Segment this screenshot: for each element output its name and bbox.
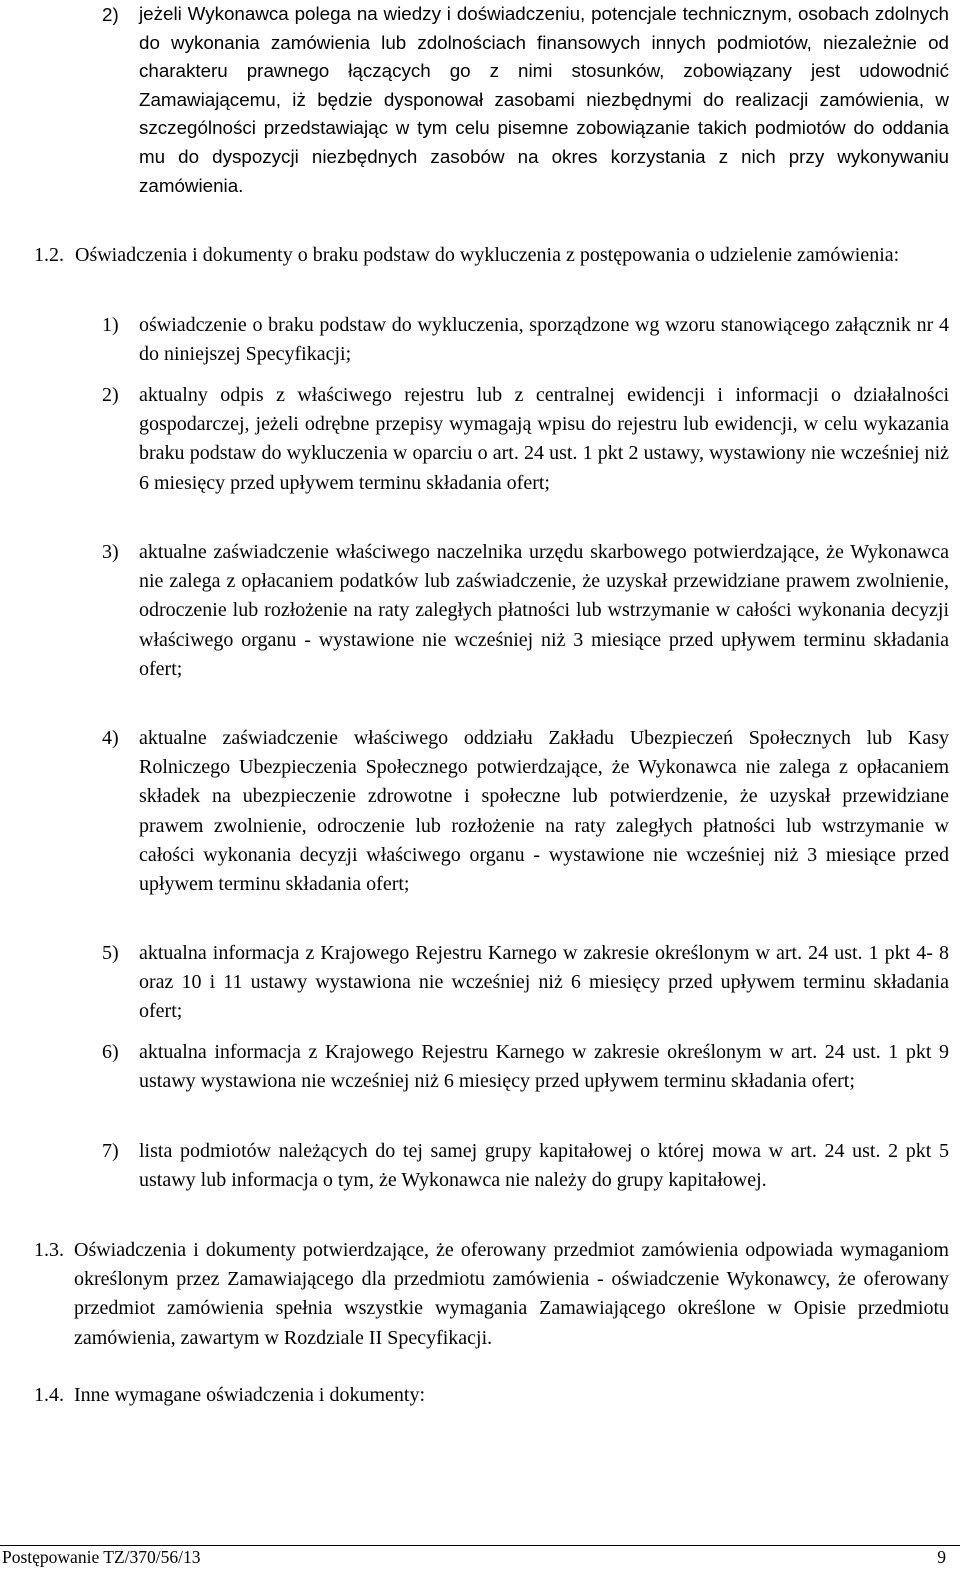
footer-reference: Postępowanie TZ/370/56/13: [2, 1547, 201, 1567]
list-item: aktualne zaświadczenie właściwego naczelnika urzędu skarbowego potwierdzające, że Wykonawca nie zalega z opłacaniem podatków lub zaświadczenie, że uzyskał przewidziane prawem zwolnienie, odroczenie lub rozłożenie na raty zaległych płatności lub wstrzymanie w całości wykonania decyzji właściwego organu - wystawione nie wcześniej niż 3 miesiące przed upływem terminu składania ofert;: [139, 541, 949, 680]
list-item-number: 2): [102, 384, 119, 406]
list-item-number: 6): [102, 1041, 119, 1063]
list-item-number: 4): [102, 727, 119, 749]
list-item: aktualna informacja z Krajowego Rejestru Karnego w zakresie określonym w art. 24 ust. 1 pkt 4- 8 oraz 10 i 11 ustawy wystawiona nie wcześniej niż 6 miesięcy przed upływem terminu składania ofert;: [139, 942, 949, 1023]
list-item-number: 3): [102, 541, 119, 563]
list-item: aktualny odpis z właściwego rejestru lub z centralnej ewidencji i informacji o działalności gospodarczej, jeżeli odrębne przepisy wymagają wpisu do rejestru lub ewidencji, w celu wykazania braku podstaw do wykluczenia w oparciu o art. 24 ust. 1 pkt 2 ustawy, wystawiony nie wcześniej niż 6 miesięcy przed upływem terminu składania ofert;: [139, 384, 949, 494]
section-1-4-number: 1.4.: [34, 1384, 64, 1406]
item-2-number: 2): [102, 4, 119, 25]
section-1-2-number: 1.2.: [34, 244, 64, 266]
list-item-number: 5): [102, 942, 119, 964]
list-item: oświadczenie o braku podstaw do wykluczenia, sporządzone wg wzoru stanowiącego załącznik nr 4 do niniejszej Specyfikacji;: [139, 314, 949, 366]
section-1-4-text: Inne wymagane oświadczenia i dokumenty:: [74, 1384, 425, 1406]
section-1-2-heading: Oświadczenia i dokumenty o braku podstaw do wykluczenia z postępowania o udzielenie zamówienia:: [75, 244, 900, 266]
item-2-text: jeżeli Wykonawca polega na wiedzy i doświadczeniu, potencjale technicznym, osobach zdolnych do wykonania zamówienia lub zdolnościach finansowych innych podmiotów, niezależnie od charakteru prawnego łączących go z nimi stosunków, zobowiązany jest udowodnić Zamawiającemu, iż będzie dysponował zasobami niezbędnymi do realizacji zamówienia, w szczególności przedstawiając w tym celu pisemne zobowiązanie takich podmiotów do oddania mu do dyspozycji niezbędnych zasobów na okres korzystania z nich przy wykonywaniu zamówienia.: [139, 3, 949, 196]
section-1-3-text: Oświadczenia i dokumenty potwierdzające, że oferowany przedmiot zamówienia odpowiada wymaganiom określonym przez Zamawiającego dla przedmiotu zamówienia - oświadczenie Wykonawcy, że oferowany przedmiot zamówienia spełnia wszystkie wymagania Zamawiającego określone w Opisie przedmiotu zamówienia, zawartym w Rozdziale II Specyfikacji.: [74, 1239, 949, 1349]
list-item-number: 1): [102, 314, 119, 336]
footer-page-number: 9: [937, 1547, 946, 1567]
list-item-number: 7): [102, 1140, 119, 1162]
section-1-3-number: 1.3.: [34, 1239, 64, 1261]
list-item: lista podmiotów należących do tej samej grupy kapitałowej o której mowa w art. 24 ust. 2 pkt 5 ustawy lub informacja o tym, że Wykonawca nie należy do grupy kapitałowej.: [139, 1140, 949, 1192]
list-item: aktualna informacja z Krajowego Rejestru Karnego w zakresie określonym w art. 24 ust. 1 pkt 9 ustawy wystawiona nie wcześniej niż 6 miesięcy przed upływem terminu składania ofert;: [139, 1041, 949, 1093]
list-item: aktualne zaświadczenie właściwego oddziału Zakładu Ubezpieczeń Społecznych lub Kasy Rolniczego Ubezpieczenia Społecznego potwierdzające, że Wykonawca nie zalega z opłacaniem składek na ubezpieczenie zdrowotne i społeczne lub potwierdzenie, że uzyskał przewidziane prawem zwolnienie, odroczenie lub rozłożenie na raty zaległych płatności lub wstrzymanie w całości wykonania decyzji właściwego organu - wystawione nie wcześniej niż 3 miesiące przed upływem terminu składania ofert;: [139, 727, 949, 896]
